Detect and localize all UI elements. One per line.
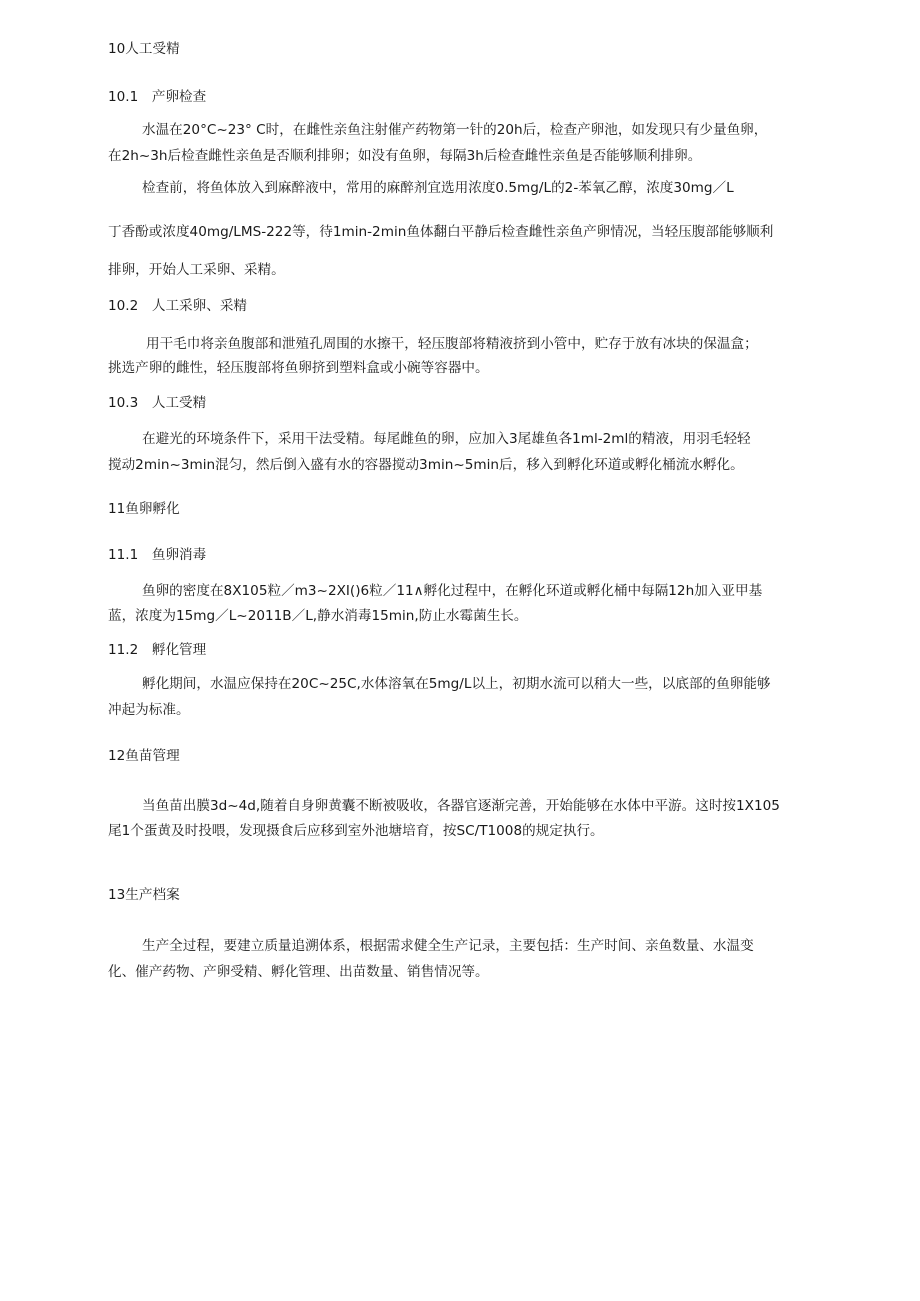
section-11-1-p1-line2: 蓝，浓度为15mg／L~2011B／L,静水消毒15min,防止水霉菌生长。: [108, 608, 528, 624]
section-11-1-p1-line1: 鱼卵的密度在8X105粒／m3~2XI()6粒／11∧孵化过程中，在孵化环道或孵化桶中每隔12h加入亚甲基: [142, 583, 763, 599]
section-10-3-heading: 10.3 人工受精: [108, 395, 207, 411]
section-11-2-p1-line1: 孵化期间，水温应保持在20C~25C,水体溶氧在5mg/L以上，初期水流可以稍大一些，以底部的鱼卵能够: [142, 676, 771, 692]
section-10-2-p1-line2: 挑选产卵的雌性，轻压腹部将鱼卵挤到塑料盒或小碗等容器中。: [108, 360, 489, 376]
section-10-2-heading: 10.2 人工采卵、采精: [108, 298, 248, 314]
section-10-1-p1-line2: 在2h~3h后检查雌性亲鱼是否顺利排卵；如没有鱼卵，每隔3h后检查雌性亲鱼是否能够顺利排卵。: [108, 148, 702, 164]
section-10-1-p1-line1: 水温在20°C~23° C时，在雌性亲鱼注射催产药物第一针的20h后，检查产卵池，如发现只有少量鱼卵，: [142, 122, 768, 138]
section-10-heading: 10人工受精: [108, 41, 180, 57]
section-10-1-heading: 10.1 产卵检查: [108, 89, 207, 105]
section-10-3-p1-line2: 搅动2min~3min混匀，然后倒入盛有水的容器搅动3min~5min后，移入到孵化环道或孵化桶流水孵化。: [108, 457, 744, 473]
section-12-heading: 12鱼苗管理: [108, 748, 180, 764]
section-11-heading: 11鱼卵孵化: [108, 501, 180, 517]
section-10-1-p2-line2: 丁香酚或浓度40mg/LMS-222等，待1min-2min鱼体翻白平静后检查雌性亲鱼产卵情况，当轻压腹部能够顺利: [108, 224, 774, 240]
section-11-1-heading: 11.1 鱼卵消毒: [108, 547, 207, 563]
section-11-2-heading: 11.2 孵化管理: [108, 642, 207, 658]
section-13-p1-line2: 化、催产药物、产卵受精、孵化管理、出苗数量、销售情况等。: [108, 964, 489, 980]
section-12-p1-line1: 当鱼苗出膜3d~4d,随着自身卵黄囊不断被吸收，各器官逐渐完善，开始能够在水体中平游。这时按1X105: [142, 798, 780, 814]
section-10-2-p1-line1: 用干毛巾将亲鱼腹部和泄殖孔周围的水擦干，轻压腹部将精液挤到小管中，贮存于放有冰块的保温盒；: [146, 336, 758, 352]
section-10-3-p1-line1: 在避光的环境条件下，采用干法受精。每尾雌鱼的卵，应加入3尾雄鱼各1ml-2ml的精液，用羽毛轻轻: [142, 431, 751, 447]
section-10-1-p2-line1: 检查前，将鱼体放入到麻醉液中，常用的麻醉剂宜选用浓度0.5mg/L的2-苯氧乙醇，浓度30mg／L: [142, 180, 734, 196]
section-10-1-p2-line3: 排卵，开始人工采卵、采精。: [108, 262, 285, 278]
section-13-heading: 13生产档案: [108, 887, 180, 903]
section-11-2-p1-line2: 冲起为标准。: [108, 702, 190, 718]
section-13-p1-line1: 生产全过程，要建立质量追溯体系，根据需求健全生产记录，主要包括：生产时间、亲鱼数量、水温变: [142, 938, 754, 954]
section-12-p1-line2: 尾1个蛋黄及时投喂，发现摄食后应移到室外池塘培育，按SC/T1008的规定执行。: [108, 823, 604, 839]
